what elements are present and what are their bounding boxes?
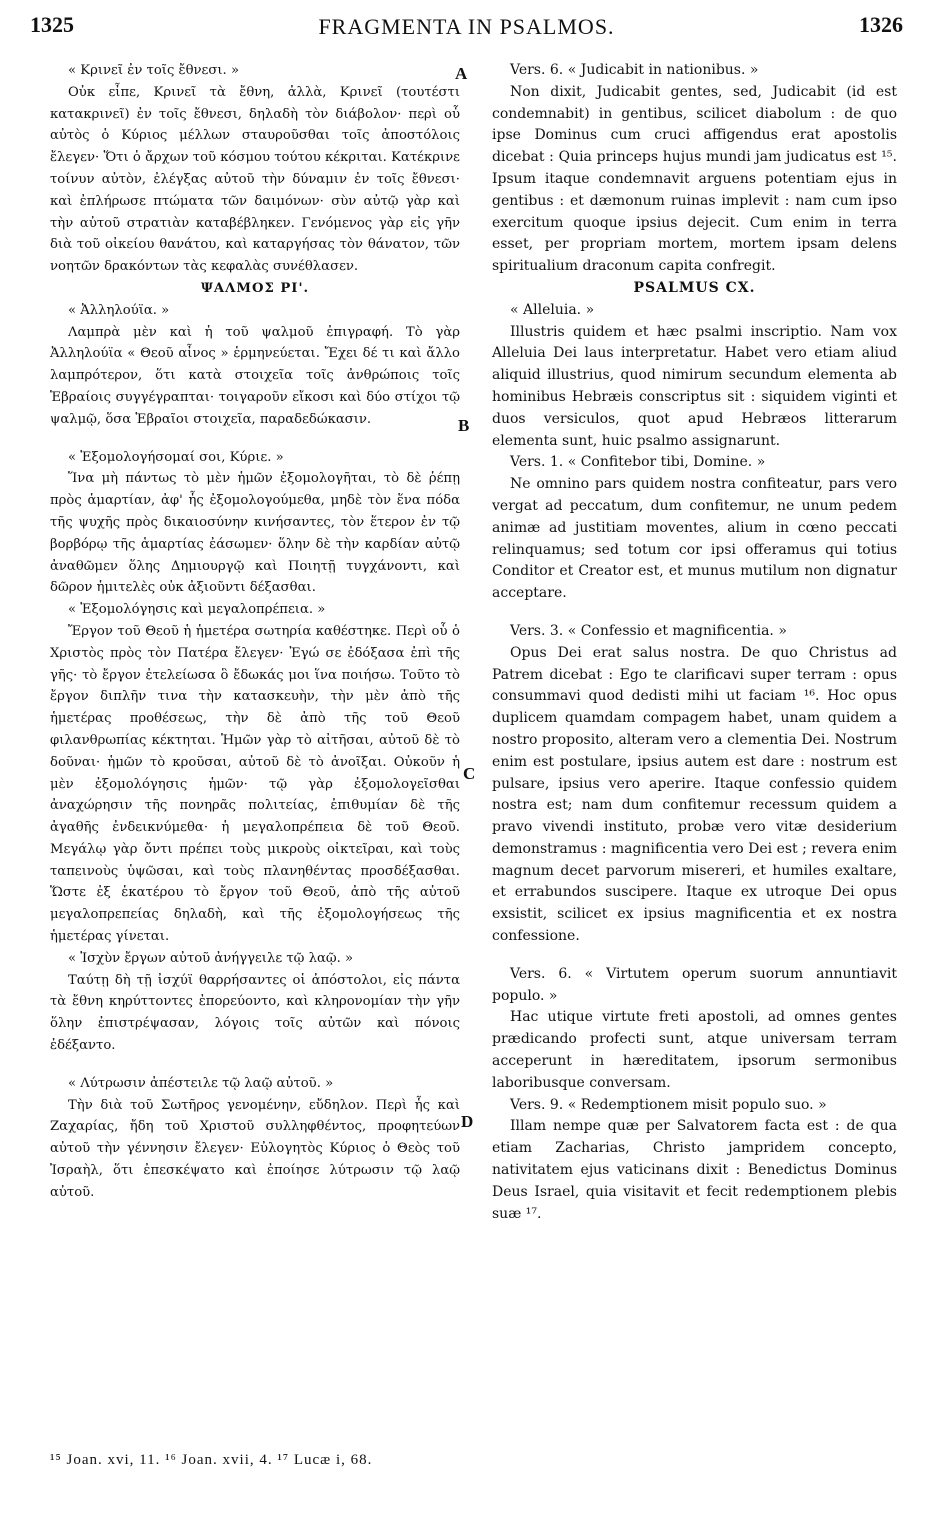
latin-paragraph-3: Ne omnino pars quidem nostra confiteatur, pars vero vergat ad peccatum, dum confitemur, ne unum pedem animæ ad justitiam moventes, alium in cœno peccati relinquamus; sed totum cor ipsi offeramus qui totius Conditor et Creator est, et munus mutilum non dignatur acceptare. bbox=[492, 476, 897, 602]
greek-lemma-4: « Ἐξομολόγησις καὶ μεγαλοπρέπεια. » bbox=[68, 602, 326, 618]
page-header bbox=[30, 12, 903, 52]
greek-lemma-3: « Ἐξομολογήσομαί σοι, Κύριε. » bbox=[68, 449, 284, 465]
margin-letter-a: A bbox=[455, 64, 468, 83]
greek-paragraph-4: Ἔργον τοῦ Θεοῦ ἡ ἡμετέρα σωτηρία καθέστηκε. Περὶ οὗ ὁ Χριστὸς πρὸς τὸν Πατέρα ἔλεγεν· Ἐγώ σε ἐδόξασα ἐπὶ τῆς γῆς· τὸ ἔργον ἐτελείωσα ὃ ἔδωκάς μοι ἵνα ποιήσω. Τοῦτο τὸ ἔργον διπλῆν τινα τὴν κατασκευὴν, τὴν μὲν ἀπὸ τῆς ἡμετέρας προθέσεως, τὴν δὲ ἀπὸ τῆς τοῦ Θεοῦ φιλανθρωπίας κέκτηται. Ἡμῶν γὰρ τὸ αἰτῆσαι, αὐτοῦ δὲ τὸ δοῦναι· ἡμῶν τὸ κροῦσαι, αὐτοῦ δὲ τὸ ἀνοῖξαι. Οὐκοῦν ἡ μὲν ἐξομολόγησις ἡμῶν· τῷ γὰρ ἐξομολογεῖσθαι ἀναχώρησιν τῆς πονηρᾶς πολιτείας, ἐπιθυμίαν δὲ τῆς ἀγαθῆς ἐνδεικνύμεθα· ἡ μεγαλοπρέπεια δὲ τοῦ Θεοῦ. Μεγάλῳ γὰρ ὄντι πρέπει τοὺς μικροὺς οἰκτεῖραι, καὶ τοὺς ταπεινοὺς ὑψῶσαι, καὶ τοὺς πλανηθέντας προσδέξασθαι. Ὥστε ἐξ ἑκατέρου τὸ ἔργον τοῦ Θεοῦ, ἀπὸ τῆς αὐτοῦ μεγαλοπρεπείας δηλαδὴ, καὶ τῆς ἐξομολογήσεως τῆς ἡμετέρας γίνεται. bbox=[50, 623, 460, 945]
latin-paragraph-4: Opus Dei erat salus nostra. De quo Christus ad Patrem dicebat : Ego te clarificavi super terram : opus consummavi quod dedisti mihi ut faciam ¹⁶. Hoc opus duplicem quamdam compagem habet, unam quidem a nostro proposito, alteram vero a clementia Dei. Nostrum enim est postulare, ipsius autem est dare : nostrum est pulsare, ipsius vero aperire. Itaque confessio quidem nostra est; nam dum confitemur recessum quidem a pravo vivendi instituto, probæ vero vitæ desiderium demonstramus : magnificentia vero Dei est ; revera enim magnum decet parvorum misereri, et humiles exaltare, et errabundos suscipere. Itaque ex utroque Dei opus exsistit, scilicet ex ipsius magnificentia et ex nostra confessione. bbox=[492, 644, 898, 945]
greek-lemma-5: « Ἰσχὺν ἔργων αὐτοῦ ἀνήγγειλε τῷ λαῷ. » bbox=[68, 950, 354, 966]
greek-column bbox=[50, 60, 460, 1204]
page-number-right: 1326 bbox=[859, 12, 903, 37]
greek-lemma-6: « Λύτρωσιν ἀπέστειλε τῷ λαῷ αὐτοῦ. » bbox=[68, 1075, 334, 1091]
footnotes: ¹⁵ Joan. xvi, 11. ¹⁶ Joan. xvii, 4. ¹⁷ Lucæ i, 68. bbox=[50, 1452, 373, 1468]
greek-paragraph-6: Τὴν διὰ τοῦ Σωτῆρος γενομένην, εὔδηλον. Περὶ ἧς καὶ Ζαχαρίας, ἤδη τοῦ Χριστοῦ συλληφθέντος, προφητεύων αὐτοῦ τὴν γέννησιν ἔλεγεν· Εὐλογητὸς Κύριος ὁ Θεὸς τοῦ Ἰσραὴλ, ὅτι ἐπεσκέψατο καὶ ἐποίησε λύτρωσιν τῷ λαῷ αὐτοῦ. bbox=[50, 1097, 460, 1200]
greek-psalm-heading: ΨΑΛΜΟΣ ΡΙ'. bbox=[200, 280, 310, 296]
running-title: FRAGMENTA IN PSALMOS. bbox=[318, 14, 615, 39]
latin-column bbox=[492, 60, 897, 1225]
greek-paragraph-1: Οὐκ εἶπε, Κρινεῖ τὰ ἔθνη, ἀλλὰ, Κρινεῖ (τουτέστι κατακρινεῖ) ἐν τοῖς ἔθνεσι, δηλαδὴ τὸν διάβολον· περὶ οὗ αὐτὸς ὁ Κύριος μέλλων σταυροῦσθαι τοῖς ἀποστόλοις ἔλεγεν· Ὅτι ὁ ἄρχων τοῦ κόσμου τούτου κέκριται. Κατέκρινε τοίνυν αὐτὸν, ἐλέγξας αὐτοῦ τὴν δύναμιν ἐν τοῖς ἔθνεσι· καὶ ἐπλήρωσε πτώματα τῶν δαιμόνων· σὺν αὐτῷ γὰρ καὶ τὴν αὐτοῦ στρατιὰν καταβέβληκεν. Γενόμενος γὰρ εἰς γῆν διὰ τοῦ οἰκείου θανάτου, καὶ καταργήσας τὸν θάνατον, τῶν νοητῶν δρακόντων τὰς κεφαλὰς συνέθλασεν. bbox=[50, 84, 460, 275]
greek-lemma-2: « Ἀλληλούϊα. » bbox=[68, 302, 170, 318]
latin-lemma-5: Vers. 6. « Virtutem operum suorum annuntiavit populo. » bbox=[492, 965, 897, 1004]
margin-letter-d: D bbox=[461, 1112, 474, 1131]
latin-lemma-3: Vers. 1. « Confitebor tibi, Domine. » bbox=[510, 454, 766, 471]
page-number-left: 1325 bbox=[30, 12, 74, 37]
latin-lemma-1: Vers. 6. « Judicabit in nationibus. » bbox=[510, 62, 759, 78]
latin-psalm-heading: PSALMUS CX. bbox=[633, 279, 756, 296]
greek-paragraph-5: Ταύτῃ δὴ τῇ ἰσχύϊ θαρρήσαντες οἱ ἀπόστολοι, εἰς πάντα τὰ ἔθνη κηρύττοντες ἐπορεύοντο, καὶ κληρονομίαν τὴν γῆν ὅλην ἐπιστρέψασαν, λόγοις τοῖς αὐτῶν καὶ πόνοις ἐδέξαντο. bbox=[50, 972, 460, 1054]
latin-paragraph-1: Non dixit, Judicabit gentes, sed, Judicabit (id est condemnabit) in gentibus, scilicet diabolum : de quo ipse Dominus cum cruci affigendus erat apostolis dicebat : Quia princeps hujus mundi jam judicatus est ¹⁵. Ipsum itaque condemnavit arguens potentiam ejus in gentibus : et dæmonum ruinas implevit : nam cum ipso exercitum quoque ipsius dejecit. Cum enim in terra esset, per propriam mortem, mortem ipsam delens spiritualium draconum capita confregit. bbox=[492, 83, 897, 275]
greek-paragraph-3: Ἵνα μὴ πάντως τὸ μὲν ἡμῶν ἐξομολογῆται, τὸ δὲ ῥέπῃ πρὸς ἁμαρτίαν, ἀφ' ἧς ἐξομολογούμεθα, μηδὲ τὸν ἕνα πόδα τῆς ψυχῆς πρὸς δικαιοσύνην κινήσαντες, τὸν ἕτερον ἐν τῷ βορβόρῳ τῆς ἁμαρτίας ἐάσωμεν· ὅλην δὲ τὴν καρδίαν αὐτῷ ἀναθῶμεν ὅλης Δημιουργῷ καὶ Ποιητῇ τυγχάνοντι, καὶ δῶρον ἡμιτελὲς οὐκ ἀξιοῦντι δέξασθαι. bbox=[50, 471, 460, 596]
latin-lemma-4: Vers. 3. « Confessio et magnificentia. » bbox=[510, 622, 787, 639]
greek-lemma-1: « Κρινεῖ ἐν τοῖς ἔθνεσι. » bbox=[68, 63, 240, 78]
latin-paragraph-2: Illustris quidem et hæc psalmi inscriptio. Nam vox Alleluia Dei laus interpretatur. Habet vero etiam aliud aliquid illustrius, quod nimirum secundum elementa ab hominibus Hebræis conscriptus sit : siquidem viginti et duos versiculos, quot apud Hebræos litterarum elementa sunt, huic psalmo assignarunt. bbox=[492, 323, 897, 449]
latin-lemma-6: Vers. 9. « Redemptionem misit populo suo. » bbox=[510, 1096, 827, 1113]
greek-paragraph-2: Λαμπρὰ μὲν καὶ ἡ τοῦ ψαλμοῦ ἐπιγραφή. Τὸ γὰρ Ἀλληλούϊα « Θεοῦ αἶνος » ἑρμηνεύεται. Ἔχει δέ τι καὶ ἄλλο λαμπρότερον, ὅτι κατὰ στοιχεῖα τοῖς ἀνθρώποις τοῖς Ἑβραίοις συγγέγραπται· τοιγαροῦν εἴκοσι καὶ δύο στίχοι τῷ ψαλμῷ, ὅσα Ἑβραῖοι στοιχεῖα, παραδεδώκασιν. bbox=[50, 324, 460, 427]
margin-letter-c: C bbox=[463, 764, 476, 783]
margin-letter-b: B bbox=[458, 416, 470, 435]
latin-paragraph-6: Illam nempe quæ per Salvatorem facta est : de qua etiam Zacharias, Christo jampridem concepto, nativitatem ejus vaticinans dixit : Benedictus Dominus Deus Israel, quia visitavit et fecit redemptionem plebis suæ ¹⁷. bbox=[492, 1118, 897, 1222]
latin-lemma-2: « Alleluia. » bbox=[510, 301, 595, 318]
latin-paragraph-5: Hac utique virtute freti apostoli, ad omnes gentes prædicando profecti sunt, atque universam terram acceperunt in hæreditatem, ipsorum sermonibus laboribusque conversam. bbox=[492, 1009, 897, 1091]
